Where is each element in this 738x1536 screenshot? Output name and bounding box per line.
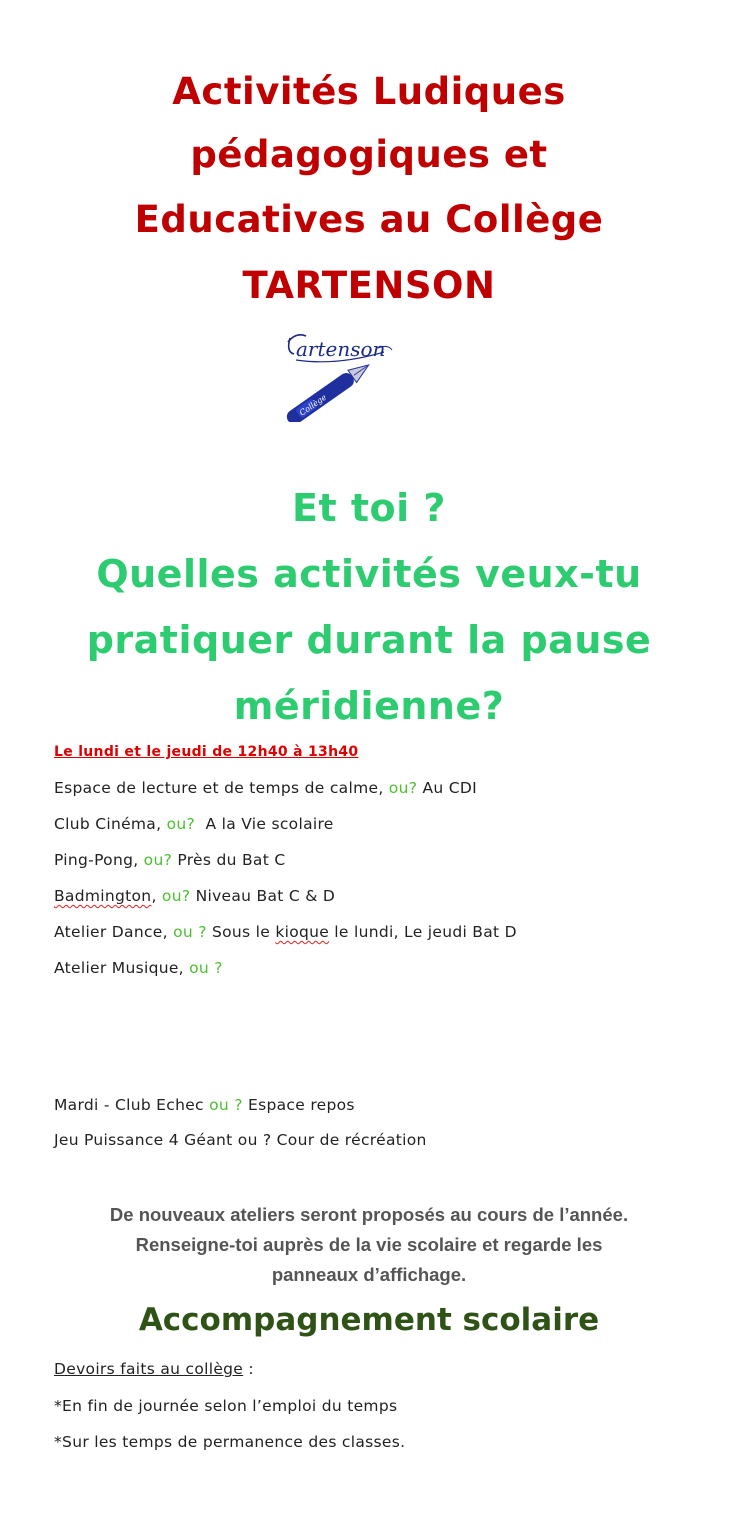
activity-line: [54, 851, 285, 869]
question-line-4: méridienne?: [233, 684, 505, 728]
comma: ,: [151, 887, 157, 905]
activity-place: Sous le kioque le lundi, Le jeudi Bat D: [211, 923, 517, 941]
title-line-3: Educatives au Collège: [134, 198, 604, 241]
activity-name: Badmington: [54, 887, 152, 905]
activity-line: [54, 815, 334, 833]
schedule-heading: Le lundi et le jeudi de 12h40 à 13h40: [54, 744, 359, 760]
accompagnement-item: *En fin de journée selon l’emploi du temps: [54, 1397, 398, 1415]
activity-line: [54, 923, 517, 941]
info-line-2: Renseigne-toi auprès de la vie scolaire et regarde les: [135, 1234, 603, 1255]
title-line-4: TARTENSON: [242, 264, 496, 307]
info-line-3: panneaux d’affichage.: [271, 1264, 467, 1285]
where-label: ou ?: [173, 923, 207, 941]
activity-line: [54, 887, 335, 905]
activity-place: Niveau Bat C & D: [195, 887, 336, 905]
activity-name: Club Cinéma,: [54, 815, 162, 833]
fountain-pen-logo: [266, 322, 396, 422]
activity-name: Atelier Dance,: [54, 923, 168, 941]
accompagnement-subtitle: Devoirs faits au collège :: [54, 1360, 254, 1378]
info-line-1: De nouveaux ateliers seront proposés au cours de l’année.: [109, 1204, 629, 1225]
svg-text:Collège: Collège: [297, 392, 329, 418]
activity-place: Près du Bat C: [177, 851, 286, 869]
title-line-1: Activités Ludiques: [172, 70, 566, 113]
question-line-2: Quelles activités veux-tu: [96, 552, 642, 596]
question-line-3: pratiquer durant la pause: [86, 618, 652, 662]
where-label: ou?: [161, 887, 191, 905]
where-label: ou?: [143, 851, 173, 869]
accompagnement-item: *Sur les temps de permanence des classes.: [54, 1433, 406, 1451]
where-label: ou ?: [209, 1096, 243, 1114]
activity-name: Mardi - Club Echec: [54, 1096, 204, 1114]
where-label: ou?: [166, 815, 196, 833]
where-label: ou?: [388, 779, 418, 797]
title-line-2: pédagogiques et: [190, 133, 548, 176]
where-label: ou ?: [189, 959, 223, 977]
activity-line: Jeu Puissance 4 Géant ou ? Cour de récréation: [54, 1131, 427, 1149]
activity-line: [54, 779, 477, 797]
question-line-1: Et toi ?: [292, 486, 446, 530]
svg-text:artenson: artenson: [296, 337, 386, 361]
activity-place: Espace repos: [248, 1096, 355, 1114]
activity-line: [54, 1096, 355, 1114]
activity-place: Au CDI: [422, 779, 477, 797]
accompagnement-title: Accompagnement scolaire: [138, 1302, 600, 1338]
activity-line: [54, 959, 223, 977]
activity-name: Espace de lecture et de temps de calme,: [54, 779, 384, 797]
activity-name: Atelier Musique,: [54, 959, 184, 977]
activity-place: A la Vie scolaire: [205, 815, 334, 833]
activity-name: Ping-Pong,: [54, 851, 139, 869]
